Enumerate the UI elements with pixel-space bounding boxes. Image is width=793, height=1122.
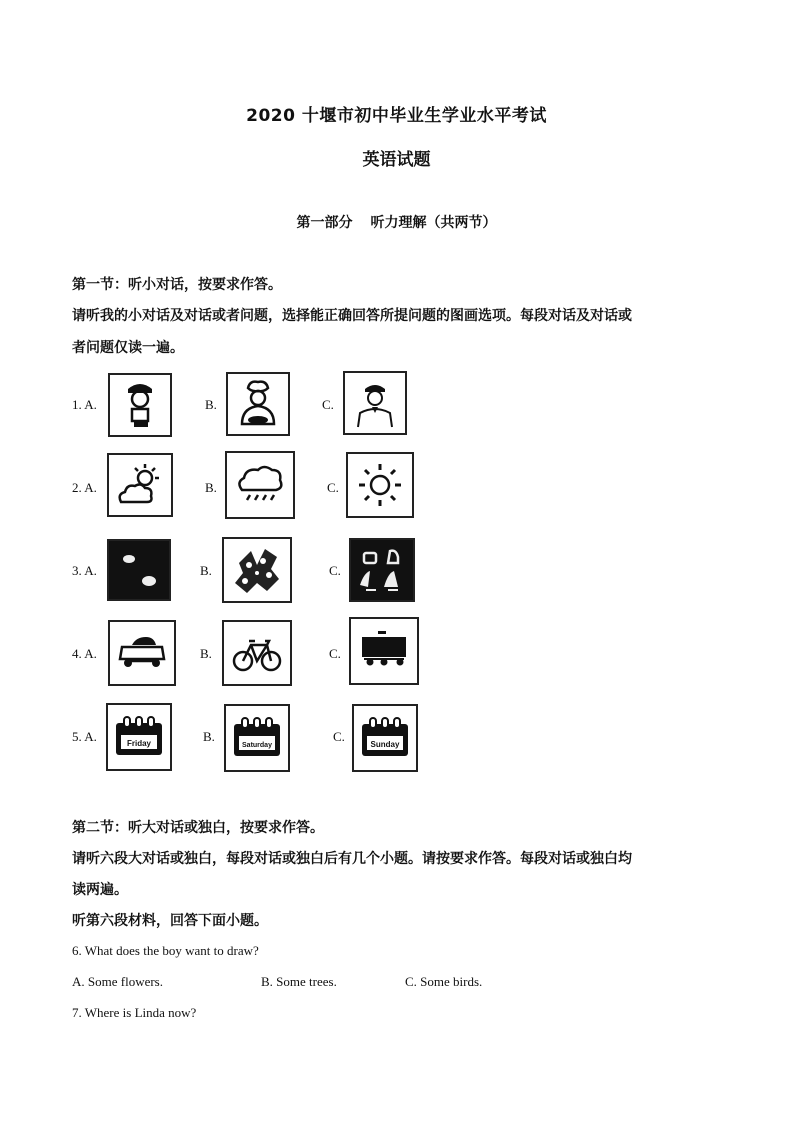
option-4c-image[interactable] xyxy=(349,617,419,685)
bus-icon xyxy=(356,629,412,673)
option-label: B. xyxy=(200,646,212,661)
option-label: C. xyxy=(322,397,334,412)
part-title-name: 听力理解（共两节） xyxy=(370,215,497,231)
cook-icon xyxy=(234,378,282,430)
svg-text:Sunday: Sunday xyxy=(370,740,400,749)
exam-subtitle: 英语试题 xyxy=(362,150,431,170)
section1-instruction-line2: 者问题仅读一遍。 xyxy=(72,340,184,356)
question-number: 4. A. xyxy=(72,646,97,661)
option-label: C. xyxy=(329,563,341,578)
option-1b-image[interactable] xyxy=(226,372,290,436)
option-label: B. xyxy=(203,729,215,744)
part-title xyxy=(0,212,793,232)
dark-spots-picture-icon xyxy=(111,543,167,597)
option-3a-image[interactable] xyxy=(107,539,171,601)
option-4a-image[interactable] xyxy=(108,620,176,686)
calendar-friday-icon xyxy=(112,715,166,759)
partly-cloudy-icon xyxy=(115,462,165,508)
question-6-text: 6. What does the boy want to draw? xyxy=(72,943,259,958)
part-title-number: 第一部分 xyxy=(296,215,353,231)
rainy-icon xyxy=(234,462,286,508)
svg-text:Saturday: Saturday xyxy=(242,742,272,749)
option-label: B. xyxy=(205,480,217,495)
calendar-saturday-icon xyxy=(230,716,284,760)
bicycle-icon xyxy=(231,633,283,673)
question-number: 2. A. xyxy=(72,480,97,495)
option-2b-image[interactable] xyxy=(225,451,295,519)
question-6-option-c[interactable]: C. Some birds. xyxy=(405,974,483,989)
question-7-text: 7. Where is Linda now? xyxy=(72,1005,197,1020)
question-number: 5. A. xyxy=(72,729,97,744)
option-2c-image[interactable] xyxy=(346,452,414,518)
option-label: C. xyxy=(329,646,341,661)
exam-title: 2020 十堰市初中毕业生学业水平考试 xyxy=(246,106,547,126)
sunny-icon xyxy=(355,460,405,510)
option-3b-image[interactable] xyxy=(222,537,292,603)
option-5a-image[interactable] xyxy=(106,703,172,771)
option-label: B. xyxy=(205,397,217,412)
option-2a-image[interactable] xyxy=(107,453,173,517)
option-label: B. xyxy=(200,563,212,578)
option-1c-image[interactable] xyxy=(343,371,407,435)
calendar-sunday-icon xyxy=(358,716,412,760)
section2-heading: 第二节：听大对话或独白，按要求作答。 xyxy=(72,820,324,836)
question-number: 1. A. xyxy=(72,397,97,412)
plant-bush-picture-icon xyxy=(229,543,285,597)
police-officer-icon xyxy=(352,377,398,429)
option-label: C. xyxy=(333,729,345,744)
section2-instruction-line1: 请听六段大对话或独白，每段对话或独白后有几个小题。请按要求作答。每段对话或独白均 xyxy=(72,851,632,867)
material-heading: 听第六段材料，回答下面小题。 xyxy=(72,913,268,929)
option-label: C. xyxy=(327,480,339,495)
question-6-option-a[interactable]: A. Some flowers. xyxy=(72,974,163,989)
option-5b-image[interactable] xyxy=(224,704,290,772)
section2-instruction-line2: 读两遍。 xyxy=(72,882,128,898)
option-3c-image[interactable] xyxy=(349,538,415,602)
question-6-option-b[interactable]: B. Some trees. xyxy=(261,974,337,989)
option-1a-image[interactable] xyxy=(108,373,172,437)
two-people-picture-icon xyxy=(354,543,410,597)
option-5c-image[interactable] xyxy=(352,704,418,772)
section1-instruction-line1: 请听我的小对话及对话或者问题，选择能正确回答所提问题的图画选项。每段对话及对话或 xyxy=(72,308,632,324)
boy-with-cap-icon xyxy=(118,379,162,431)
section1-heading: 第一节：听小对话，按要求作答。 xyxy=(72,277,282,293)
question-number: 3. A. xyxy=(72,563,97,578)
svg-text:Friday: Friday xyxy=(126,739,152,748)
option-4b-image[interactable] xyxy=(222,620,292,686)
car-icon xyxy=(116,633,168,673)
